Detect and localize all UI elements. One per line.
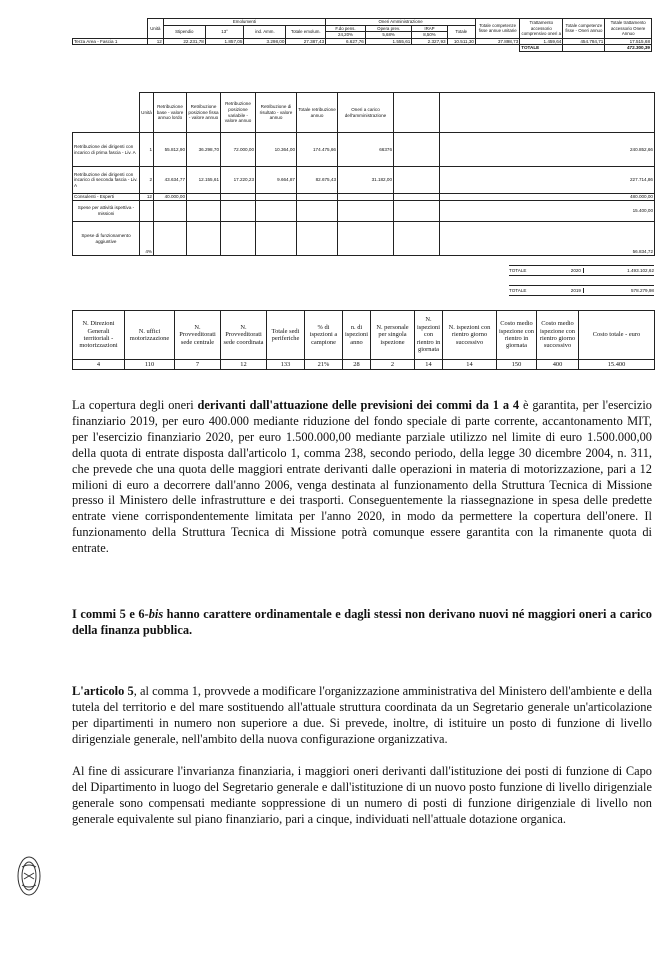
personnel-cost-table (72, 18, 652, 52)
table-header-row: N. Direzioni Generali territoriali - motorizzazioni N. uffici motorizzazione N. Provveditorati sede centrale N. Provveditorati sede coordinata Totale sedi periferiche % di ispezioni a campione n. di ispezioni anno N. personale per singola ispezione N. ispezioni con rientro in giornata N. ispezioni con rientro giorno successivo Costo medio ispezione con rientro in giornata Costo medio ispezione con rientro giorno successivo Costo totale - euro (73, 311, 655, 360)
totale-2020-row (509, 265, 654, 276)
col-fdo-pens: F.do pens. (326, 25, 366, 32)
col-retrib-fissa: Retribuzione posizione fissa - valore annuo (187, 93, 221, 133)
table-row: Spese di funzionamento aggiuntive 4% 56.834,72 (73, 222, 655, 256)
totale-2019-value: 578.279,98 (583, 288, 654, 293)
paragraph-invarianza: Al fine di assicurare l'invarianza finanziaria, i maggiori oneri derivanti dall'istituzione dei posti di funzione di Capo del Dipartimento in luogo del Segretario generale e dall'istituzione di un nuovo posto funzione di livello dirigenziale generale sono compensati mediante soppressione di un numero di posti di funzione dirigenziale di livello non generale equivalente sul piano finanziario, pari a cinque, individuati nell'attuale dotazione organica. (72, 764, 652, 826)
rate-irap: 8,50% (412, 32, 447, 39)
col-totale-emolum: Totale emolum. (286, 25, 326, 38)
col-totale-trattamento: Totale trattamento accessorio Onere Annuo (605, 19, 652, 39)
col-unita: Unità (147, 19, 163, 39)
totale-2019-row (509, 285, 654, 296)
col-irap: IRAP (412, 25, 447, 32)
totale-label: TOTALE (520, 45, 563, 52)
col-retrib-base: Retribuzione base - valore annuo lordo (154, 93, 187, 133)
dirigenti-cost-table (72, 92, 655, 256)
inspections-table (72, 310, 655, 370)
table-row: 4 110 7 12 133 21% 28 2 14 14 150 400 15.400 (73, 360, 655, 370)
group-emolumenti: Emolumenti (163, 19, 325, 26)
seal-stamp-icon (14, 853, 44, 899)
col-totale: Totale (447, 25, 475, 38)
paragraph-commi: I commi 5 e 6-bis hanno carattere ordinamentale e dagli stessi non derivano nuovi né maggiori oneri a carico della finanza pubblica. (72, 607, 652, 637)
table-row: Terza Area - Fascia 1 12 22.231,78 1.857,05 3.298,00 27.387,43 6.627,76 1.555,61 2.327,93 10.511,30 37.898,73 1.459,64 454.784,71 17.515,68 (74, 38, 650, 44)
rate-opera: 5,68% (365, 32, 412, 39)
col-stipendio: Stipendio (163, 25, 205, 38)
row-label: Terza Area - Fascia 1 (73, 38, 148, 45)
group-oneri: Oneri Amministrazione (326, 19, 476, 26)
col-ind-amm: ind. Amm. (244, 25, 286, 38)
totale-2020-label: TOTALE (509, 268, 527, 273)
table-row: Spese per attività ispettiva - missioni 15.400,00 (73, 201, 655, 222)
col-tredicesima: 13° (205, 25, 244, 38)
col-totale-retrib: Totale retribuzione annuo (297, 93, 338, 133)
col-totale-competenze-onere: Totale competenze fisse - Oneri annuo (563, 19, 605, 39)
col-oneri: Oneri a carico dell'amministrazione (338, 93, 394, 133)
table-row: Retribuzione dei dirigenti con incarico di prima fascia - Liv. A 1 55.812,90 36.298,70 72.000,00 10.364,00 174.475,66 66376 240.852,66 (73, 133, 655, 167)
totale-2019-label: TOTALE (509, 288, 527, 293)
paragraph-copertura: La copertura degli oneri derivanti dall'attuazione delle previsioni dei commi da 1 a 4 è garantita, per l'esercizio finanziario 2019, per euro 400.000 mediante riduzione del fondo speciale di parte corrente, accantonamento MIT, per l'esercizio finanziario 2020, per euro 1.500.000,00 mediante parziale utilizzo nel limite di euro 1.500.000,00 della quota di entrate disposta dall'articolo 1, comma 238, secondo periodo, della legge 30 dicembre 2004, n. 311, che prevede che una quota delle maggiori entrate derivanti dalle operazioni in materia di motorizzazione, pari a 12 milioni di euro a decorrere dall'anno 2006, venga destinata al funzionamento della Struttura Tecnica di Missione presso il Ministero delle infrastrutture e dei trasporti. Conseguentemente la riassegnazione in spesa delle predette entrate viene corrispondentemente limitata per l'anno 2020, in modo da permettere la copertura dell'onere. Il funzionamento della Struttura Tecnica di Missione potrà comunque essere garantita con la rimanente quota di entrate. (72, 398, 652, 556)
col-retrib-risultato: Retribuzione di risultato - valore annuo (256, 93, 297, 133)
col-retrib-variabile: Retribuzione posizione variabile - valore annuo (221, 93, 256, 133)
paragraph-articolo-5: L'articolo 5, al comma 1, provvede a modificare l'organizzazione amministrativa del Ministero dell'ambiente e della tutela del territorio e del mare sostituendo all'attuale struttura coordinata da un Segretario generale un'articolazione per dipartimenti in numero non superiore a due. Si prevede, inoltre, di istituire un posto di funzione di livello dirigenziale generale, nell'ambito della nuova configurazione organizzativa. (72, 684, 652, 746)
table-row: Retribuzione dei dirigenti con incarico di seconda fascia - Liv. A 2 43.634,77 12.155,61 17.220,23 9.664,87 82.675,43 31.182,00 227.714,86 (73, 167, 655, 194)
totale-2020-value: 1.493.102,62 (583, 268, 654, 273)
totale-2020-year: 2020 (570, 268, 581, 273)
totale-2019-year: 2019 (570, 288, 581, 293)
totale-value: 472.300,39 (605, 45, 652, 52)
table-row: Consulenti - Esperti 12 40.000,00 480.000,00 (74, 194, 653, 200)
rate-fdo: 24,20% (326, 32, 366, 39)
col-totale-competenze: Totale competenze fisse annue unitarie (475, 19, 519, 39)
col-unita: Unità (140, 93, 154, 133)
col-trattamento: Trattamento accessorio comprensivo oneri a (520, 19, 563, 39)
col-opera-prev: Opera prev. (365, 25, 412, 32)
